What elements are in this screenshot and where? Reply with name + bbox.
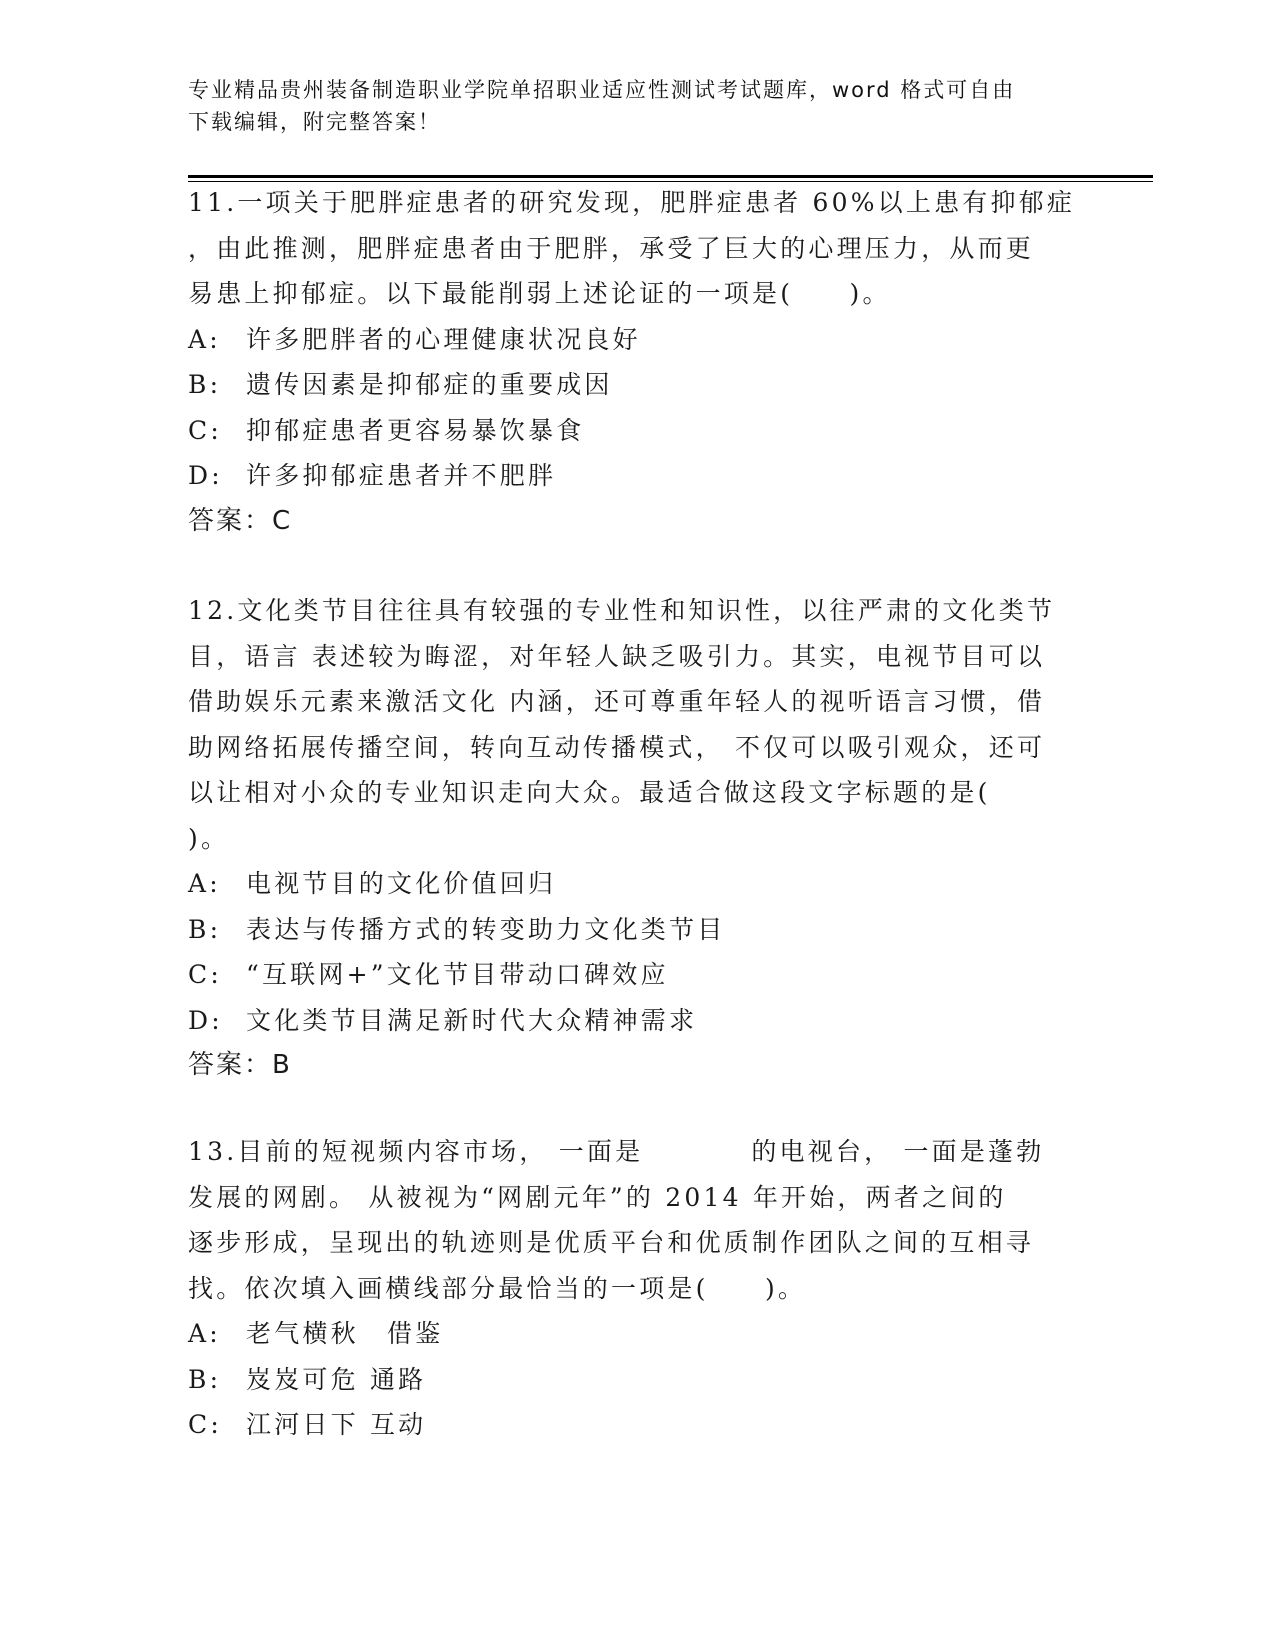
option-c: [188, 952, 1068, 998]
header-line-1: 专业精品贵州装备制造职业学院单招职业适应性测试考试题库，word 格式可自由: [188, 78, 1016, 102]
option-letter: C:: [188, 1410, 222, 1439]
option-letter: A:: [188, 869, 221, 898]
question-stem-line: 11.一项关于肥胖症患者的研究发现，肥胖症患者 60%以上患有抑郁症: [188, 188, 1076, 217]
option-letter: C:: [188, 415, 222, 445]
option-letter: A:: [188, 324, 221, 354]
question-stem-line: ，由此推测，肥胖症患者由于肥胖，承受了巨大的心理压力，从而更: [188, 233, 1035, 263]
option-d: [188, 453, 1068, 499]
option-c: [188, 1402, 1068, 1448]
option-text: 遗传因素是抑郁症的重要成因: [246, 370, 613, 399]
answer-key: 答案：B: [188, 1050, 292, 1080]
question-13: [188, 1129, 1068, 1448]
option-text: “互联网+”文化节目带动口碑效应: [246, 960, 669, 989]
option-a: [188, 317, 1068, 363]
question-stem-part: 的电视台， 一面是蓬勃: [751, 1137, 1045, 1166]
question-stem-line: 发展的网剧。 从被视为“网剧元年”的 2014 年开始，两者之间的: [188, 1182, 1007, 1212]
question-stem-line: 目，语言 表述较为晦涩，对年轻人缺乏吸引力。其实，电视节目可以: [188, 641, 1046, 671]
header-line-2: 下载编辑，附完整答案！: [188, 110, 441, 134]
option-letter: B:: [188, 1364, 222, 1394]
option-text: 表达与传播方式的转变助力文化类节目: [246, 914, 726, 944]
option-text: 许多肥胖者的心理健康状况良好: [246, 324, 641, 354]
question-stem-line: 易患上抑郁症。以下最能削弱上述论证的一项是( )。: [188, 279, 891, 308]
option-text: 江河日下 互动: [246, 1410, 427, 1439]
option-letter: B:: [188, 914, 222, 944]
document-header: [188, 74, 1068, 138]
option-letter: B:: [188, 370, 222, 399]
answer-key: 答案：C: [188, 505, 293, 536]
question-stem-line: 12.文化类节目往往具有较强的专业性和知识性，以往严肃的文化类节: [188, 596, 1056, 625]
question-stem-line: 逐步形成，呈现出的轨迹则是优质平台和优质制作团队之间的互相寻: [188, 1228, 1035, 1257]
question-stem-line: [188, 1129, 1068, 1175]
option-letter: D:: [188, 461, 223, 490]
option-d: [188, 998, 1068, 1044]
question-11: [188, 180, 1076, 544]
option-text: 电视节目的文化价值回归: [246, 869, 557, 898]
question-stem-part: 13.目前的短视频内容市场， 一面是: [188, 1137, 644, 1166]
option-a: [188, 1311, 1068, 1357]
question-stem-line: 助网络拓展传播空间，转向互动传播模式， 不仅可以吸引观众，还可: [188, 732, 1046, 762]
header-divider-thick: [188, 175, 1153, 178]
question-stem-line: )。: [188, 823, 230, 853]
option-b: [188, 907, 1068, 953]
option-text: 岌岌可危 通路: [246, 1364, 427, 1394]
option-letter: D:: [188, 1005, 223, 1035]
option-text: 文化类节目满足新时代大众精神需求: [246, 1005, 698, 1035]
option-letter: C:: [188, 960, 222, 989]
option-text: 许多抑郁症患者并不肥胖: [246, 461, 557, 490]
option-letter: A:: [188, 1319, 221, 1348]
option-a: [188, 861, 1068, 907]
option-text: 抑郁症患者更容易暴饮暴食: [246, 415, 585, 445]
option-text: 老气横秋 借鉴: [246, 1319, 444, 1348]
option-b: [188, 1357, 1068, 1403]
option-c: [188, 408, 1068, 454]
question-stem-line: 以让相对小众的专业知识走向大众。最适合做这段文字标题的是(: [188, 778, 991, 807]
question-stem-line: 找。依次填入画横线部分最恰当的一项是( )。: [188, 1273, 807, 1303]
question-12: [188, 588, 1068, 1089]
question-stem-line: 借助娱乐元素来激活文化 内涵，还可尊重年轻人的视听语言习惯，借: [188, 687, 1046, 716]
option-b: [188, 362, 1068, 408]
